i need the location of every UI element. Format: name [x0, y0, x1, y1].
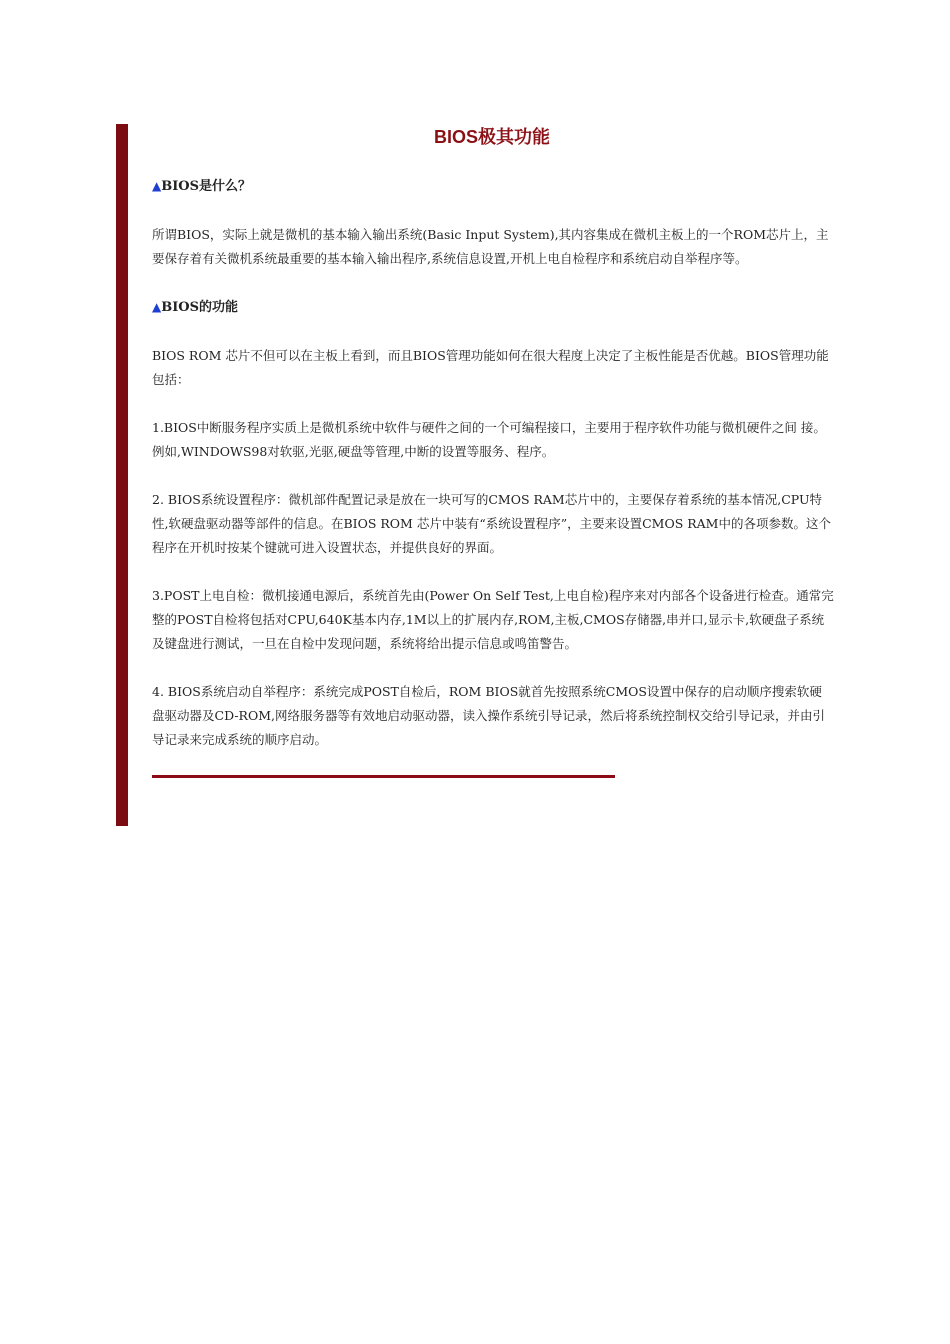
paragraph-function-4: 4. BIOS系统启动自举程序：系统完成POST自检后，ROM BIOS就首先按照系统CMOS设置中保存的启动顺序搜索软硬盘驱动器及CD-ROM,网络服务器等有效地启动驱动器，读入操作系统引导记录，然后将系统控制权交给引导记录，并由引导记录来完成系统的顺序启动。	[152, 684, 825, 747]
paragraph-function-1: 1.BIOS中断服务程序实质上是微机系统中软件与硬件之间的一个可编程接口，主要用于程序软件功能与微机硬件之间 接。例如,WINDOWS98对软驱,光驱,硬盘等管理,中断的设置等服务、程序。	[152, 420, 826, 459]
paragraph-function-3: 3.POST上电自检：微机接通电源后，系统首先由(Power On Self Test,上电自检)程序来对内部各个设备进行检查。通常完整的POST自检将包括对CPU,640K基本内存,1M以上的扩展内存,ROM,主板,CMOS存储器,串并口,显示卡,软硬盘子系统及键盘进行测试，一旦在自检中发现问题，系统将给出提示信息或鸣笛警告。	[152, 588, 834, 651]
blue-triangle-icon: ▲	[152, 179, 162, 193]
section-heading-text: BIOS的功能	[161, 300, 239, 315]
paragraph-bios-definition: 所谓BIOS，实际上就是微机的基本输入输出系统(Basic Input System),其内容集成在微机主板上的一个ROM芯片上，主要保存着有关微机系统最重要的基本输入输出程序,系统信息设置,开机上电自检程序和系统启动自举程序等。	[152, 227, 829, 266]
spacer	[152, 464, 834, 488]
spacer	[152, 320, 834, 344]
spacer	[152, 656, 834, 680]
document-body	[152, 174, 834, 752]
paragraph-function-2: 2. BIOS系统设置程序：微机部件配置记录是放在一块可写的CMOS RAM芯片中的，主要保存着系统的基本情况,CPU特性,软硬盘驱动器等部件的信息。在BIOS ROM 芯片中装有“系统设置程序”，主要来设置CMOS RAM中的各项参数。这个程序在开机时按某个键就可进入设置状态，并提供良好的界面。	[152, 492, 831, 555]
spacer	[152, 199, 834, 223]
document-title: BIOS极其功能	[433, 127, 550, 147]
blue-triangle-icon: ▲	[152, 300, 162, 314]
spacer	[152, 271, 834, 295]
spacer	[152, 560, 834, 584]
left-accent-bar	[116, 124, 128, 826]
end-divider-rule	[152, 775, 615, 778]
spacer	[152, 392, 834, 416]
section-heading-bios-functions	[152, 295, 834, 320]
paragraph-functions-intro: BIOS ROM 芯片不但可以在主板上看到，而且BIOS管理功能如何在很大程度上决定了主板性能是否优越。BIOS管理功能包括：	[152, 348, 829, 387]
section-heading-text: BIOS是什么？	[161, 179, 252, 194]
section-heading-what-is-bios	[152, 174, 834, 199]
